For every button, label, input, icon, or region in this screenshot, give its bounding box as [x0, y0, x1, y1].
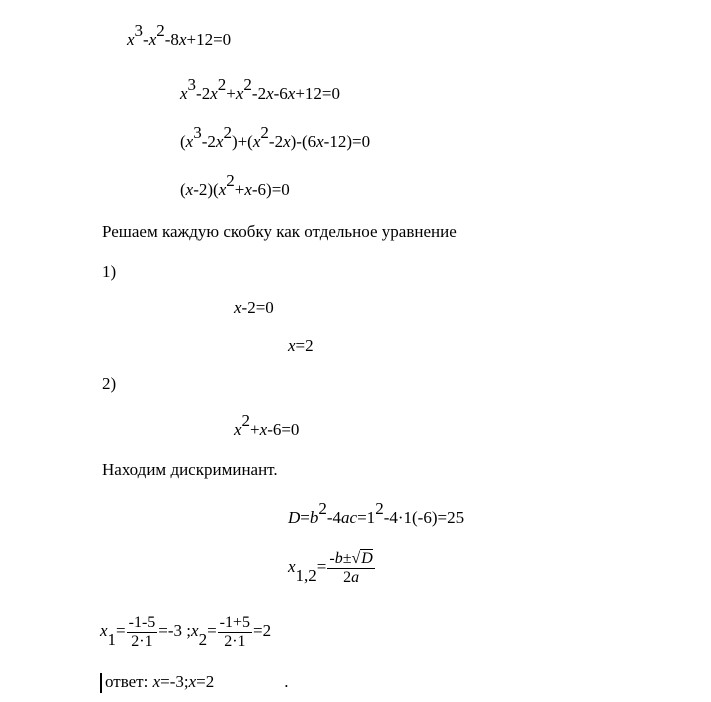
discriminant-text: Находим дискриминант.	[102, 460, 278, 479]
equation-split: $x^3-2x^2+x^2-2x-6x+12=0$	[180, 75, 341, 103]
equation-original: $x^3-x^2-8x+12=0$	[127, 21, 232, 49]
answer-trailing: .	[284, 672, 289, 691]
case2-equation: $x^2+x-6=0$	[234, 411, 300, 439]
roots-formula: $x_{1,2}=$ $\frac{-b\pm√D}{2a}$	[288, 549, 373, 586]
x1-denominator: 2·1	[131, 632, 153, 650]
answer-line	[100, 672, 289, 693]
answer-value: x=-3;x=2	[152, 672, 215, 691]
equation-factored: $(x-2)(x^2+x-6)=0$	[180, 171, 290, 199]
roots-values: $x_1=$ $\frac{-1-5}{2\cdot 1}$ =-3 $;x_2=$ $\frac{-1+5}{2\cdot 1}$ =2	[100, 613, 272, 650]
case1-solution: x=2	[288, 336, 314, 355]
text-cursor	[100, 673, 102, 693]
x1-value: =-3	[158, 621, 183, 640]
roots-fraction-denominator: 2a	[343, 568, 360, 586]
instruction-text: Решаем каждую скобку как отдельное уравнение	[102, 222, 457, 241]
x2-fraction	[218, 614, 252, 651]
equation-grouped: $(x^3-2x^2)+(x^2-2x)-(6x-12)=0$	[180, 123, 371, 151]
case2-label: 2)	[102, 374, 117, 393]
discriminant-formula: $D=b^2-4ac=1^2-4\cdot 1(-6)=25$	[288, 499, 465, 527]
answer-label: ответ:	[105, 672, 153, 691]
x1-numerator: -1-5	[128, 613, 156, 631]
roots-fraction-numerator: -b±√D	[329, 549, 373, 567]
roots-fraction	[327, 550, 374, 587]
x1-fraction	[127, 614, 158, 651]
case1-equation: x-2=0	[234, 298, 274, 317]
x2-numerator: -1+5	[219, 613, 251, 631]
x2-value: =2	[253, 621, 272, 640]
case1-label: 1)	[102, 262, 117, 281]
x2-denominator: 2·1	[224, 632, 246, 650]
